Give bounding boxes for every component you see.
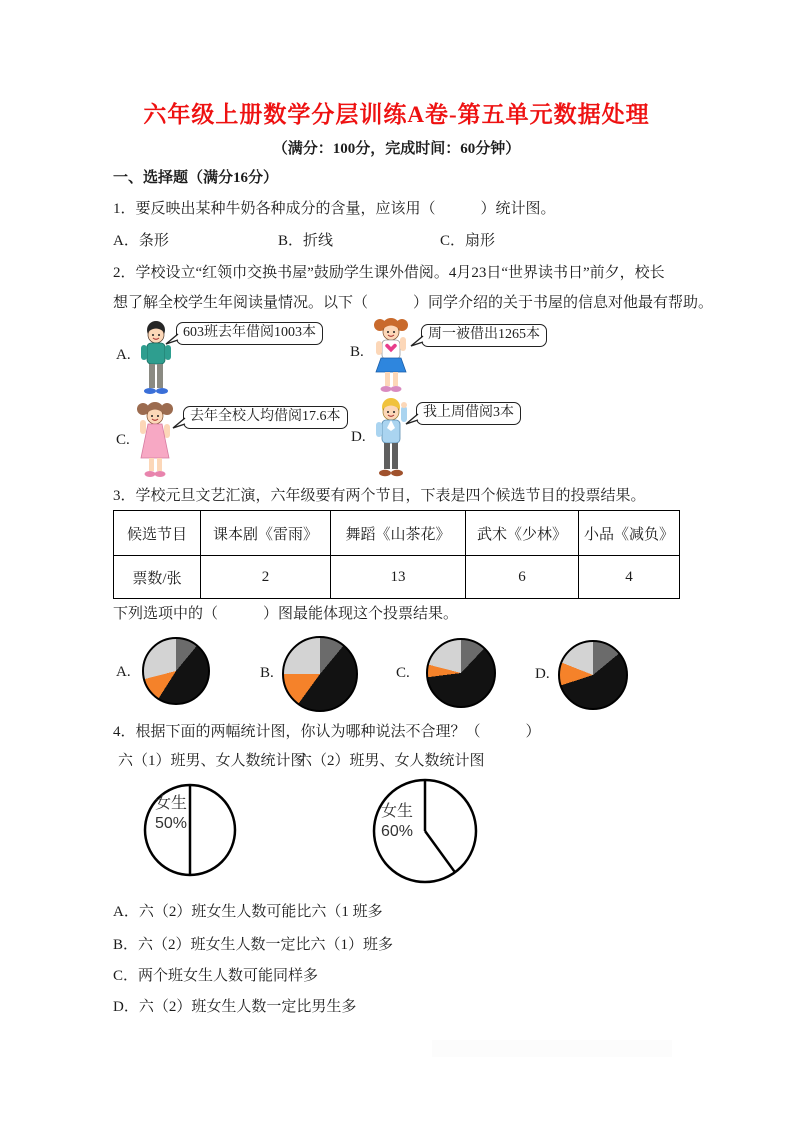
pie-chart-option-c: [426, 638, 496, 708]
speech-bubble-tail: [410, 335, 424, 347]
q2-option-d-label: D.: [351, 429, 366, 445]
table-header-cell: 小品《减负》: [579, 511, 680, 556]
q4-option-b: B．六（2）班女生人数一定比六（1）班多: [113, 937, 394, 953]
pie-option-b-label: B.: [260, 665, 274, 681]
q1-option-c: C．扇形: [440, 233, 496, 249]
speech-bubble-a-text: 603班去年借阅1003本: [183, 325, 316, 340]
q4-option-d: D．六（2）班女生人数一定比男生多: [113, 999, 357, 1015]
q2-option-a-label: A.: [116, 347, 131, 363]
table-cell: 票数/张: [114, 556, 201, 599]
q2-option-c-label: C.: [116, 432, 130, 448]
segment-label-pct: 50%: [155, 815, 188, 832]
segment-label-name: 女生: [381, 803, 414, 820]
table-header-row: [114, 511, 680, 556]
pie-option-c-label: C.: [396, 665, 410, 681]
question-1-text: 1．要反映出某种牛奶各种成分的含量，应该用（ ）统计图。: [113, 201, 556, 217]
question-3-followup-text: 下列选项中的（ ）图最能体现这个投票结果。: [113, 606, 459, 622]
section-heading: 一、选择题（满分16分）: [113, 170, 279, 186]
table-cell: 2: [201, 556, 331, 599]
speech-bubble-d-text: 我上周借阅3本: [423, 405, 514, 420]
class-6-1-chart-title: 六（1）班男、女人数统计图: [118, 753, 306, 769]
page-subtitle: （满分：100分，完成时间：60分钟）: [272, 141, 521, 157]
table-header-cell: 候选节目: [114, 511, 201, 556]
question-3-text: 3．学校元旦文艺汇演，六年级要有两个节目，下表是四个候选节目的投票结果。: [113, 488, 646, 504]
question-2-text-line1: 2．学校设立“红领巾交换书屋”鼓励学生课外借阅。4月23日“世界读书日”前夕，校长: [113, 265, 665, 281]
q4-option-c: C．两个班女生人数可能同样多: [113, 968, 319, 984]
class-6-1-segment-label: [155, 794, 187, 834]
table-header-cell: 舞蹈《山茶花》: [331, 511, 466, 556]
segment-label-pct: 60%: [381, 823, 414, 840]
speech-bubble-tail: [405, 413, 419, 425]
speech-bubble-d: [416, 402, 521, 425]
pie-option-a-label: A.: [116, 664, 131, 680]
girl-character-illustration: [368, 317, 414, 397]
q1-option-a: A．条形: [113, 233, 169, 249]
q4-option-a: A．六（2）班女生人数可能比六（1 班多: [113, 904, 383, 920]
table-header-cell: 课本剧《雷雨》: [201, 511, 331, 556]
pie-chart-option-a: [142, 637, 210, 705]
pie-option-d-label: D.: [535, 666, 550, 682]
table-cell: 6: [466, 556, 579, 599]
segment-label-name: 女生: [155, 795, 188, 812]
girl-character-illustration: [132, 400, 178, 482]
speech-bubble-c-text: 去年全校人均借阅17.6本: [190, 409, 341, 424]
table-data-row: [114, 556, 680, 599]
q1-option-b: B．折线: [278, 233, 334, 249]
question-2-text-line2: 想了解全校学生年阅读量情况。以下（ ）同学介绍的关于书屋的信息对他最有帮助。: [113, 295, 714, 311]
speech-bubble-c: [183, 406, 348, 429]
speech-bubble-a: [176, 322, 323, 345]
page-title: 六年级上册数学分层训练A卷-第五单元数据处理: [143, 102, 650, 127]
question-4-text: 4．根据下面的两幅统计图，你认为哪种说法不合理？（ ）: [113, 724, 541, 740]
speech-bubble-b: [421, 324, 547, 347]
pie-chart-option-d: [558, 640, 628, 710]
q2-option-b-label: B.: [350, 344, 364, 360]
class-6-2-chart-title: 六（2）班男、女人数统计图: [297, 753, 485, 769]
speech-bubble-tail: [165, 333, 179, 345]
class-6-2-segment-label: [381, 802, 413, 842]
table-cell: 4: [579, 556, 680, 599]
boy-character-illustration: [134, 320, 178, 398]
table-cell: 13: [331, 556, 466, 599]
table-header-cell: 武术《少林》: [466, 511, 579, 556]
vote-results-table: [113, 510, 680, 599]
faint-page-artifact: [432, 1040, 672, 1057]
pie-chart-option-b: [282, 636, 358, 712]
speech-bubble-tail: [172, 417, 186, 429]
speech-bubble-b-text: 周一被借出1265本: [428, 327, 540, 342]
boy-character-illustration: [368, 396, 414, 482]
